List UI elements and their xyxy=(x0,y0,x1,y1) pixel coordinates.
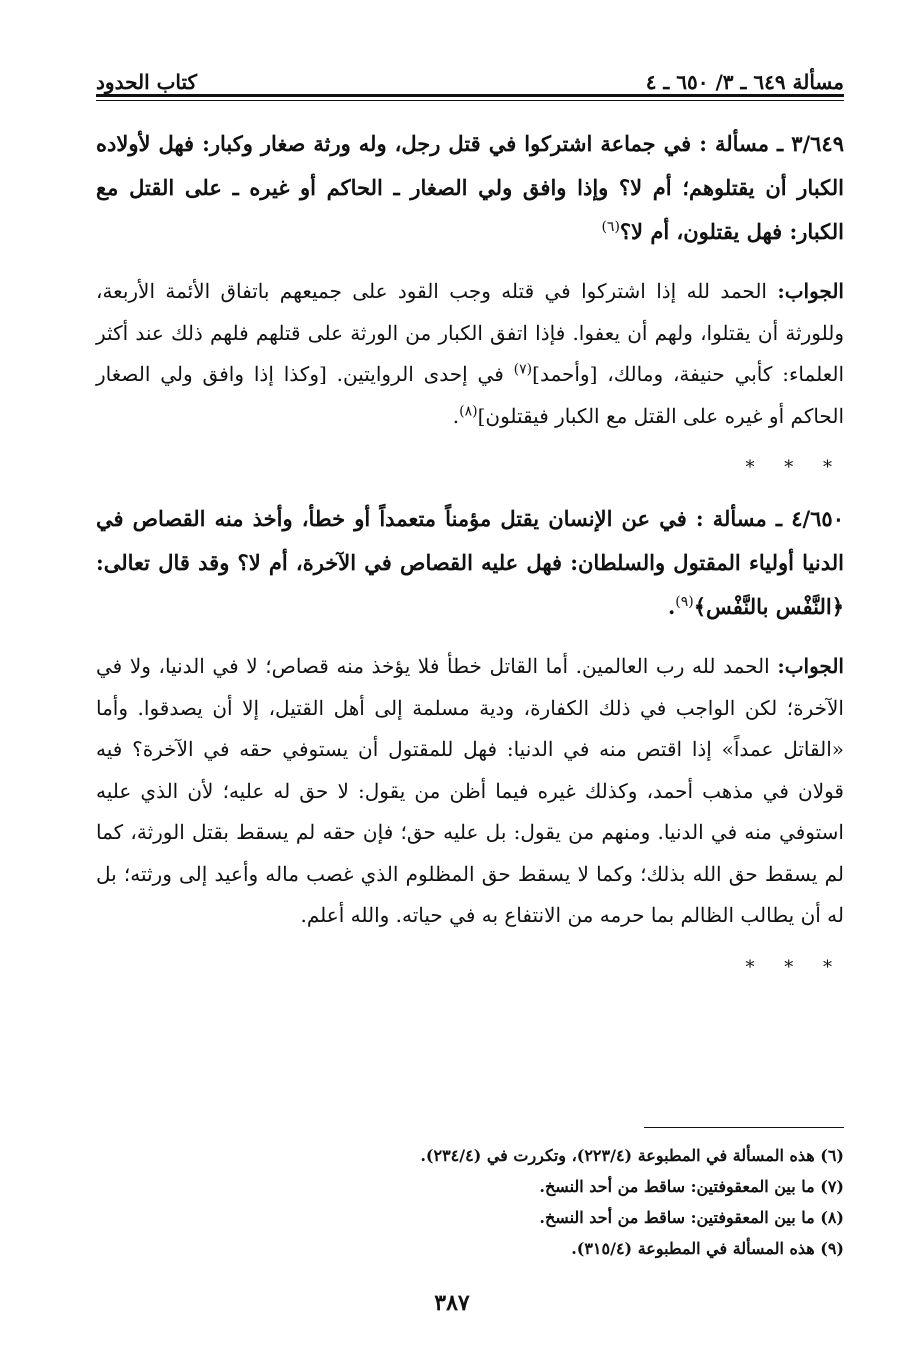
answer-649-text-2: في إحدى الروايتين. [وكذا إذا وافق ولي الصغار الحاكم أو غيره على القتل مع الكبار فيقتلون] xyxy=(96,362,844,428)
header-section-range: مسألة ٦٤٩ ـ ٣/ ٦٥٠ ـ ٤ xyxy=(645,70,844,94)
answer-650-text: الحمد لله رب العالمين. أما القاتل خطأ فلا يؤخذ منه قصاص؛ لا في الدنيا، ولا في الآخرة؛ لكن الواجب في ذلك الكفارة، ودية مسلمة إلى أهل القتيل، إلا أن يصدقوا. وأما «القاتل عمداً» إذا اقتص منه في الدنيا: فهل للمقتول أن يستوفي حقه في الآخرة؟ فيه قولان في مذهب أحمد، وكذلك غيره فيما أظن من يقول: لا حق له عليه؛ لأن الذي عليه استوفي منه في الدنيا. ومنهم من يقول: بل عليه حق؛ فإن حقه لم يسقط بقتل الورثة، كما لم يسقط حق الله بذلك؛ وكما لا يسقط حق المظلوم الذي غصب ماله وأعيد إلى ورثته؛ بل له أن يطالب الظالم بما حرمه من الانتفاع به في حياته. والله أعلم. xyxy=(96,654,844,927)
footnote-ref-6: (٦) xyxy=(601,219,620,235)
header-rule-thick xyxy=(96,94,844,97)
question-650-number: ٤/٦٥٠ ـ مسألة : xyxy=(695,506,844,531)
footnote-7: (٧) ما بين المعقوفتين: ساقط من أحد النسخ. xyxy=(539,1177,844,1196)
question-649-number: ٣/٦٤٩ ـ مسألة : xyxy=(699,131,844,156)
header-rule-thin xyxy=(96,100,844,101)
answer-649-text-1: الحمد لله إذا اشتركوا في قتله وجب القود على جميعهم باتفاق الأئمة الأربعة، وللورثة أن يقتلوا، ولهم أن يعفوا. فإذا اتفق الكبار من الورثة على قتلهم فلهم ذلك عند أكثر العلماء: كأبي حنيفة، ومالك، [وأحمد] xyxy=(96,279,845,386)
question-649 xyxy=(96,122,844,254)
footnote-ref-7: (٧) xyxy=(513,361,533,378)
spacer xyxy=(96,629,844,646)
answer-649-text-3: . xyxy=(452,403,460,428)
answer-649-label: الجواب: xyxy=(777,279,844,303)
answer-650-label: الجواب: xyxy=(777,654,844,678)
header-book-title: كتاب الحدود xyxy=(96,70,198,94)
footnote-8: (٨) ما بين المعقوفتين: ساقط من أحد النسخ. xyxy=(539,1208,844,1227)
answer-650 xyxy=(96,646,844,937)
page-number: ٣٨٧ xyxy=(434,1290,470,1316)
running-header xyxy=(96,58,844,94)
question-649-text: في جماعة اشتركوا في قتل رجل، وله ورثة صغار وكبار: فهل لأولاده الكبار أن يقتلوهم؛ أم لا؟ وإذا وافق ولي الصغار ـ الحاكم أو غيره ـ على القتل مع الكبار: فهل يقتلون، أم لا؟ xyxy=(96,131,844,244)
main-text xyxy=(96,122,844,997)
footnotes xyxy=(96,1140,844,1264)
section-divider-2: * * * xyxy=(745,956,844,978)
section-divider: * * * xyxy=(745,457,844,478)
answer-649 xyxy=(96,271,844,437)
question-650-text: في عن الإنسان يقتل مؤمناً متعمداً أو خطأ، وأخذ منه القصاص في الدنيا أولياء المقتول والسلطان: فهل عليه القصاص في الآخرة، أم لا؟ وقد قال تعالى: ﴿النَّفْس بالنَّفْس﴾ xyxy=(96,506,844,619)
footnote-9: (٩) هذه المسألة في المطبوعة (٣١٥/٤). xyxy=(571,1239,844,1258)
spacer xyxy=(96,254,844,271)
question-650-tail: . xyxy=(667,594,676,619)
footnote-separator xyxy=(644,1127,844,1128)
footnote-ref-9: (٩) xyxy=(675,594,694,610)
footnote-ref-8: (٨) xyxy=(459,402,478,419)
question-650 xyxy=(96,497,844,629)
footnote-6: (٦) هذه المسألة في المطبوعة (٢٢٣/٤)، وتكررت في (٢٣٤/٤). xyxy=(420,1146,844,1165)
